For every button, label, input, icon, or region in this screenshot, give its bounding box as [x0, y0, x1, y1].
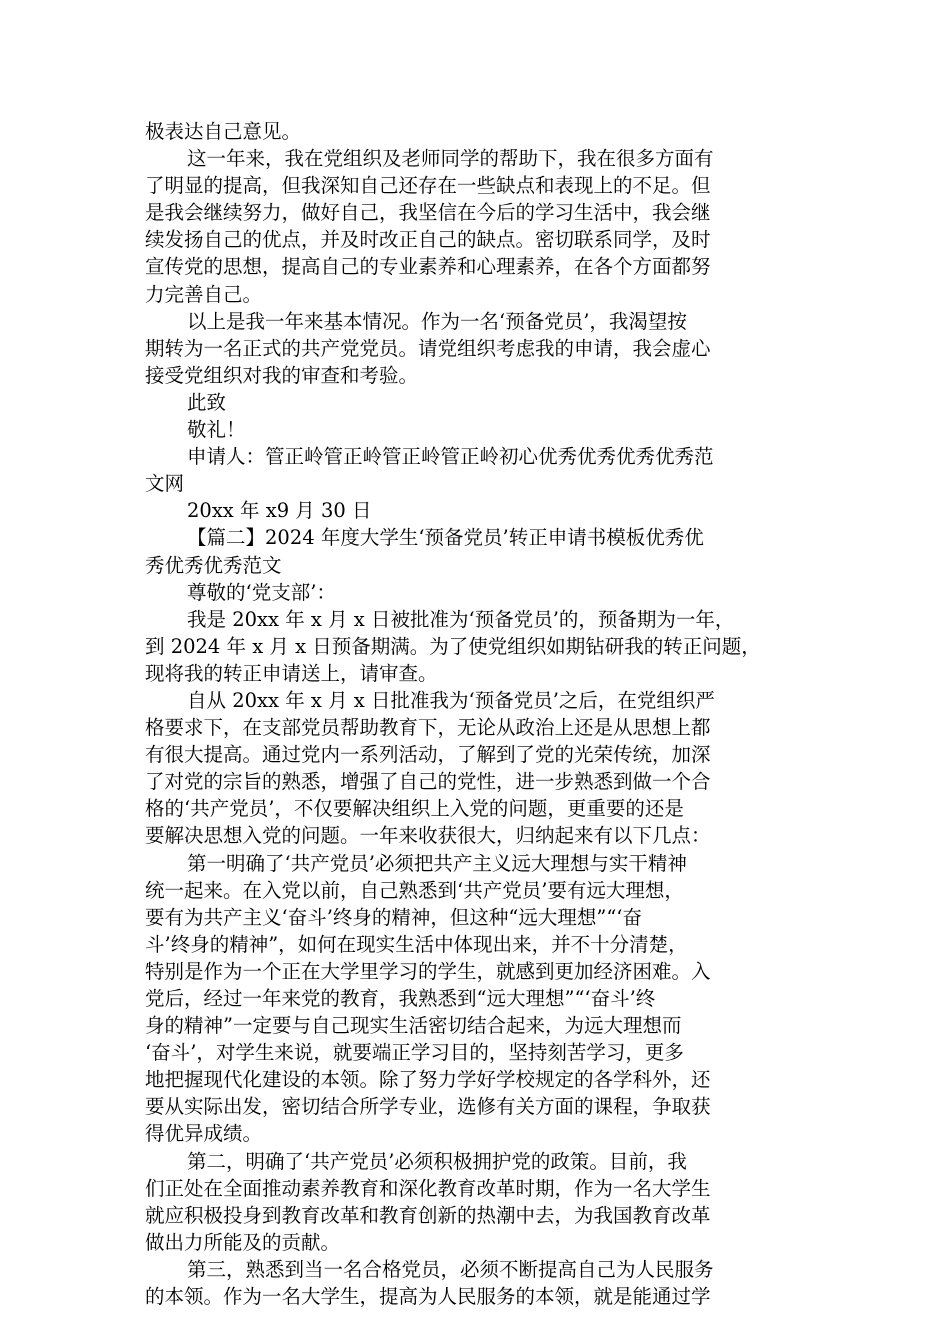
- text-line: 第三，熟悉到当一名合格党员，必须不断提高自己为人民服务: [187, 1257, 714, 1281]
- text-line: ‘奋斗’，对学生来说，就要端正学习目的，坚持刻苦学习，更多: [145, 1041, 684, 1065]
- text-line: 做出力所能及的贡献。: [145, 1230, 341, 1254]
- text-line: 自从 20xx 年 x 月 x 日批准我为‘预备党员’之后，在党组织严: [187, 688, 715, 712]
- text-line: 要从实际出发，密切结合所学专业，选修有关方面的课程，争取获: [145, 1095, 711, 1119]
- text-line: 现将我的转正申请送上，请审查。: [145, 661, 438, 685]
- text-line: 接受党组织对我的审查和考验。: [145, 363, 419, 387]
- text-line: 我是 20xx 年 x 月 x 日被批准为‘预备党员’的，预备期为一年，: [187, 607, 735, 631]
- text-line: 第一明确了‘共产党员’必须把共产主义远大理想与实干精神: [187, 851, 687, 875]
- text-line: 20xx 年 x9 月 30 日: [187, 499, 372, 523]
- text-line: 们正处在全面推动素养教育和深化教育改革时期，作为一名大学生: [145, 1176, 711, 1200]
- text-line: 这一年来，我在党组织及老师同学的帮助下，我在很多方面有: [187, 147, 714, 171]
- text-line: 地把握现代化建设的本领。除了努力学好学校规定的各学科外，还: [145, 1068, 711, 1092]
- text-line: 有很大提高。通过党内一系列活动，了解到了党的光荣传统，加深: [145, 743, 711, 767]
- text-line: 宣传党的思想，提高自己的专业素养和心理素养，在各个方面都努: [145, 255, 711, 279]
- text-line: 就应积极投身到教育改革和教育创新的热潮中去，为我国教育改革: [145, 1203, 711, 1227]
- text-line: 秀优秀优秀范文: [145, 553, 282, 577]
- text-line: 文网: [145, 472, 185, 496]
- text-line: 此致: [187, 390, 227, 414]
- text-line: 要有为共产主义‘奋斗’终身的精神，但这种“远大理想”“‘奋: [145, 905, 643, 929]
- text-line: 了明显的提高，但我深知自己还存在一些缺点和表现上的不足。但: [145, 174, 711, 198]
- text-line: 是我会继续努力，做好自己，我坚信在今后的学习生活中，我会继: [145, 201, 711, 225]
- text-line: 极表达自己意见。: [145, 120, 302, 143]
- text-line: 斗’终身的精神”，如何在现实生活中体现出来，并不十分清楚，: [145, 932, 688, 956]
- text-line: 统一起来。在入党以前，自己熟悉到‘共产党员’要有远大理想，: [145, 878, 684, 902]
- text-line: 续发扬自己的优点，并及时改正自己的缺点。密切联系同学，及时: [145, 228, 711, 252]
- text-line: 到 2024 年 x 月 x 日预备期满。为了使党组织如期钻研我的转正问题，: [145, 634, 761, 658]
- text-line: 尊敬的‘党支部’：: [187, 580, 336, 604]
- text-line: 以上是我一年来基本情况。作为一名‘预备党员’，我渴望按: [187, 309, 687, 333]
- text-line: 身的精神”一定要与自己现实生活密切结合起来，为远大理想而: [145, 1014, 682, 1038]
- text-line: 党后，经过一年来党的教育，我熟悉到“远大理想”“‘奋斗’终: [145, 987, 656, 1010]
- text-line: 申请人：管正岭管正岭管正岭管正岭初心优秀优秀优秀优秀范: [187, 445, 714, 469]
- text-line: 要解决思想入党的问题。一年来收获很大，归纳起来有以下几点：: [145, 824, 711, 848]
- document-page: [145, 118, 815, 1310]
- text-line: 格要求下，在支部党员帮助教育下，无论从政治上还是从思想上都: [145, 716, 711, 740]
- text-line: 得优异成绩。: [145, 1122, 263, 1146]
- text-line: 敬礼！: [187, 418, 246, 442]
- text-line: 期转为一名正式的共产党党员。请党组织考虑我的申请，我会虚心: [145, 336, 711, 360]
- text-line: 了对党的宗旨的熟悉，增强了自己的党性，进一步熟悉到做一个合: [145, 770, 711, 794]
- text-line: 【篇二】2024 年度大学生‘预备党员’转正申请书模板优秀优: [187, 526, 704, 550]
- text-line: 的本领。作为一名大学生，提高为人民服务的本领，就是能通过学: [145, 1285, 711, 1309]
- text-line: 格的‘共产党员’，不仅要解决组织上入党的问题，更重要的还是: [145, 797, 684, 821]
- text-line: 力完善自己。: [145, 282, 263, 306]
- text-line: 特别是作为一个正在大学里学习的学生，就感到更加经济困难。入: [145, 959, 711, 983]
- text-line: 第二，明确了‘共产党员’必须积极拥护党的政策。目前，我: [187, 1149, 687, 1173]
